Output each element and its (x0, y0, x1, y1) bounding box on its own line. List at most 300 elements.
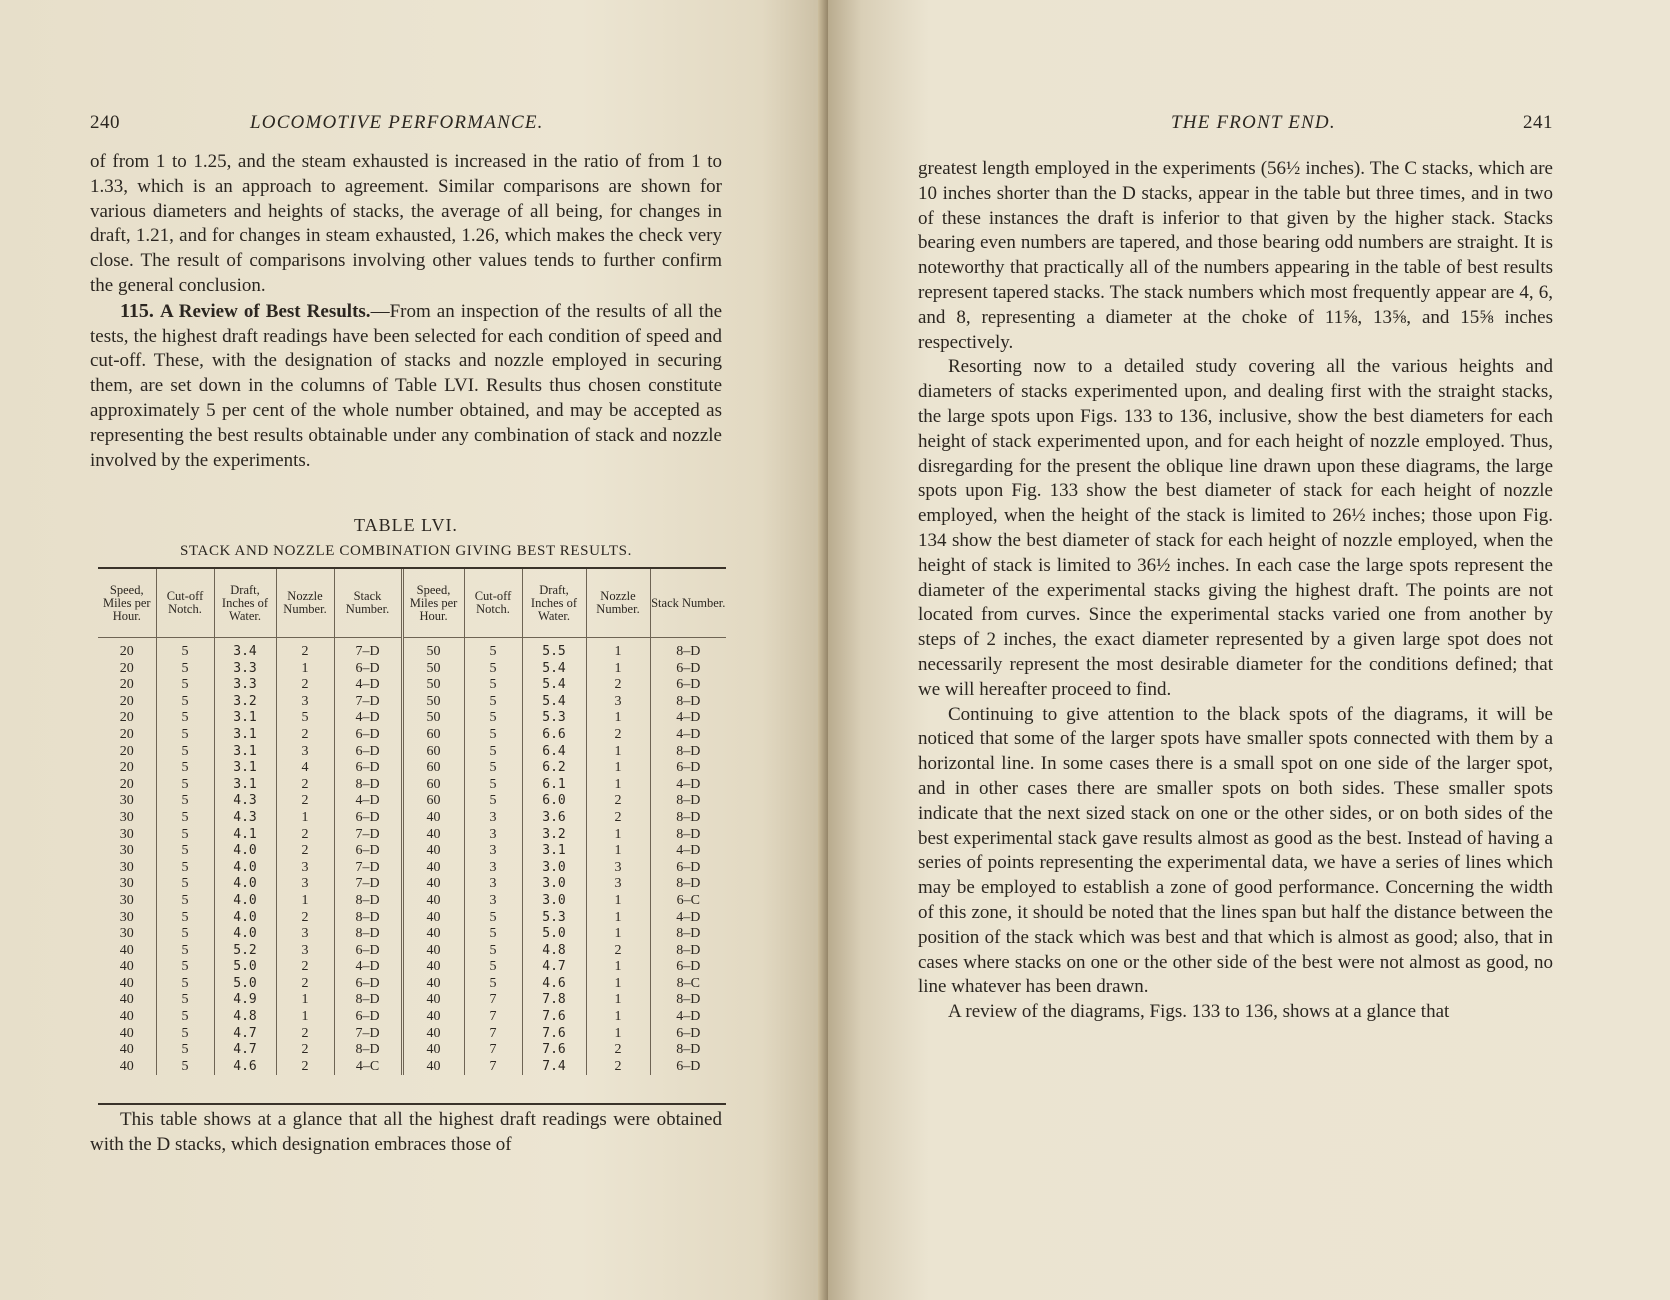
table-cell: 3.1 (214, 777, 276, 794)
table-cell: 3 (276, 943, 334, 960)
table-cell: 40 (402, 876, 464, 893)
table-header-cell: Speed, Miles per Hour. (98, 569, 156, 638)
right-body (918, 157, 1553, 1025)
table-cell: 6–D (676, 677, 701, 693)
table-cell: 40 (98, 992, 156, 1009)
table-cell: 3.1 (214, 744, 276, 761)
table-row (98, 661, 726, 678)
table-cell: 5.4 (522, 677, 586, 694)
table-cell: 2 (586, 1042, 650, 1059)
table-row (98, 744, 726, 761)
table-cell: 5 (156, 810, 214, 827)
table-cell: 7 (464, 1026, 522, 1043)
table-cell: 5.4 (522, 661, 586, 678)
table-cell: 2 (586, 727, 650, 744)
table-cell: 7.4 (522, 1059, 586, 1076)
table-cell: 2 (586, 810, 650, 827)
table-cell: 1 (586, 992, 650, 1009)
table-row (98, 976, 726, 993)
table-cell: 20 (98, 638, 156, 661)
table-cell: 50 (402, 661, 464, 678)
table-cell: 5 (464, 677, 522, 694)
table-cell: 5 (156, 793, 214, 810)
table-cell: 8–D (334, 926, 402, 943)
table-cell: 5 (156, 1009, 214, 1026)
table-cell: 6–D (676, 1058, 701, 1074)
table-cell: 7–D (334, 827, 402, 844)
table-cell: 30 (98, 860, 156, 877)
table-cell: 3 (464, 810, 522, 827)
table-cell: 1 (276, 810, 334, 827)
table-cell: 5 (156, 777, 214, 794)
table-row (98, 710, 726, 727)
table-cell: 30 (98, 827, 156, 844)
table-cell: 4.8 (214, 1009, 276, 1026)
table-cell: 3 (276, 860, 334, 877)
table-cell: 1 (276, 1009, 334, 1026)
table-cell: 6–D (334, 744, 402, 761)
right-paragraph-3: Continuing to give attention to the black spots of the diagrams, it will be noticed that some of the larger spots have smaller spots connected with them by a horizontal line. In some cases there is a small spot on one side of the larger spot, and in other cases there are smaller spots on both sides. These smaller spots indicate that the next sized stack on one or the other sides, or on both sides of the best experimental stack gave results almost as good as the best. Instead of having a series of points representing the experimental data, we have a series of lines which may be employed to establish a zone of good performance. Concerning the width of this zone, it should be noted that the lines span but half the distance between the position of the stack which was best and that which is almost as good; also, that in cases where stacks on one or the other side of the best were not almost as good, no line whatever has been drawn. (918, 703, 1553, 998)
table-cell: 30 (98, 810, 156, 827)
table-cell: 6.1 (522, 777, 586, 794)
table-cell: 8–D (334, 1042, 402, 1059)
table-cell: 4.0 (214, 926, 276, 943)
table-cell: 20 (98, 777, 156, 794)
table-cell: 6.0 (522, 793, 586, 810)
table-cell: 5 (156, 943, 214, 960)
table-cell: 60 (402, 744, 464, 761)
table-cell: 5.3 (522, 710, 586, 727)
table-header-cell: Cut-off Notch. (156, 569, 214, 638)
table-cell: 6–D (676, 859, 701, 875)
table-cell: 5 (464, 727, 522, 744)
table-cell: 2 (276, 638, 334, 661)
table-cell: 7.6 (522, 1009, 586, 1026)
table-cell: 6–D (334, 943, 402, 960)
table-cell: 5 (464, 910, 522, 927)
right-paragraph-2: Resorting now to a detailed study covering all the various heights and diameters of stacks experimented upon, and dealing first with the straight stacks, the large spots upon Figs. 133 to 136, inclusive, show the best diameters for each height of stack experimented upon, and for each height of nozzle employed. Thus, disregarding for the present the oblique line drawn upon these diagrams, the large spots upon Fig. 133 show the best diameter of stack for each height of nozzle employed, when the height of the stack is limited to 26½ inches; those upon Fig. 134 show the best diameter of stack for each height of nozzle employed, when the height of stack is limited to 36½ inches. In each case the large spots represent the diameter of the experimental stacks giving the highest draft. The points are not located from curves. Since the experimental stacks varied one from another by steps of 2 inches, the exact diameter represented by a given large spot does not necessarily represent the most desirable diameter for the conditions defined; that we will hereafter proceed to find. (918, 356, 1553, 700)
table-cell: 8–D (676, 1042, 701, 1058)
table-cell: 5 (156, 976, 214, 993)
table-cell: 40 (98, 1009, 156, 1026)
table-cell: 1 (586, 910, 650, 927)
table-cell: 4.7 (522, 959, 586, 976)
table-cell: 6.2 (522, 760, 586, 777)
table-cell: 40 (402, 926, 464, 943)
table-cell: 4–D (676, 776, 701, 792)
table-body (98, 638, 726, 1076)
table-cell: 1 (586, 976, 650, 993)
table-cell: 5 (464, 744, 522, 761)
table-cell: 2 (276, 1026, 334, 1043)
table-cell: 2 (276, 976, 334, 993)
table-cell: 2 (276, 843, 334, 860)
table-cell: 5.0 (214, 976, 276, 993)
table-cell: 5.3 (522, 910, 586, 927)
table-cell: 1 (586, 827, 650, 844)
table-cell: 8–D (676, 926, 701, 942)
table-cell: 5 (464, 777, 522, 794)
table-cell: 20 (98, 744, 156, 761)
best-results-table-wrap (98, 567, 726, 1075)
table-cell: 4.8 (522, 943, 586, 960)
table-cell: 60 (402, 793, 464, 810)
table-cell: 60 (402, 727, 464, 744)
table-cell: 5 (156, 1042, 214, 1059)
table-cell: 7–D (334, 1026, 402, 1043)
table-cell: 5 (156, 959, 214, 976)
table-cell: 4.0 (214, 876, 276, 893)
table-cell: 4.3 (214, 793, 276, 810)
table-cell: 6–D (334, 661, 402, 678)
table-cell: 3 (276, 926, 334, 943)
table-cell: 4.0 (214, 893, 276, 910)
table-cell: 40 (402, 1009, 464, 1026)
table-cell: 30 (98, 793, 156, 810)
table-cell: 2 (276, 959, 334, 976)
table-cell: 40 (402, 943, 464, 960)
table-cell: 4.6 (522, 976, 586, 993)
table-cell: 2 (276, 677, 334, 694)
table-header-cell: Nozzle Number. (276, 569, 334, 638)
table-cell: 5 (464, 926, 522, 943)
table-cell: 3 (464, 893, 522, 910)
left-body-top (90, 150, 722, 473)
table-cell: 20 (98, 710, 156, 727)
table-cell: 2 (586, 943, 650, 960)
table-cell: 4–D (334, 793, 402, 810)
table-cell: 5 (156, 876, 214, 893)
table-cell: 60 (402, 760, 464, 777)
table-cell: 7.8 (522, 992, 586, 1009)
section-number: 115. (120, 299, 154, 322)
table-cell: 2 (276, 1042, 334, 1059)
table-cell: 6–D (676, 1025, 701, 1041)
table-cell: 7.6 (522, 1042, 586, 1059)
table-cell: 4–D (334, 959, 402, 976)
table-cell: 4.3 (214, 810, 276, 827)
right-page (828, 0, 1670, 1300)
table-cell: 5.2 (214, 943, 276, 960)
table-cell: 20 (98, 727, 156, 744)
table-cell: 2 (276, 910, 334, 927)
table-cell: 8–D (334, 777, 402, 794)
table-cell: 3 (464, 827, 522, 844)
table-cell: 40 (402, 827, 464, 844)
table-row (98, 893, 726, 910)
table-cell: 4–D (334, 677, 402, 694)
table-cell: 40 (402, 1059, 464, 1076)
left-paragraph-2 (90, 299, 722, 474)
table-cell: 30 (98, 876, 156, 893)
table-header-cell: Speed, Miles per Hour. (402, 569, 464, 638)
table-cell: 4.7 (214, 1042, 276, 1059)
table-cell: 5 (156, 893, 214, 910)
table-cell: 6.4 (522, 744, 586, 761)
best-results-table (98, 569, 726, 1075)
table-cell: 40 (98, 943, 156, 960)
table-cell: 5 (156, 677, 214, 694)
table-row (98, 793, 726, 810)
table-cell: 6–D (334, 1009, 402, 1026)
table-cell: 1 (586, 893, 650, 910)
table-cell: 8–D (334, 910, 402, 927)
table-cell: 4–C (334, 1059, 402, 1076)
table-cell: 6–D (676, 660, 701, 676)
table-cell: 3 (276, 744, 334, 761)
table-row (98, 1009, 726, 1026)
table-cell: 1 (276, 893, 334, 910)
table-row (98, 638, 726, 661)
table-caption: TABLE LVI. (354, 515, 458, 535)
table-cell: 30 (98, 926, 156, 943)
table-cell: 5 (156, 843, 214, 860)
table-header-cell: Draft, Inches of Water. (214, 569, 276, 638)
table-cell: 7–D (334, 876, 402, 893)
table-cell: 5 (156, 910, 214, 927)
table-cell: 8–D (676, 992, 701, 1008)
table-cell: 20 (98, 694, 156, 711)
table-cell: 40 (402, 1026, 464, 1043)
table-cell: 8–C (676, 975, 700, 991)
section-title: A Review of Best Results. (159, 300, 371, 322)
table-row (98, 694, 726, 711)
table-cell: 50 (402, 694, 464, 711)
table-cell: 3 (464, 843, 522, 860)
table-cell: 8–D (334, 893, 402, 910)
table-cell: 3 (586, 694, 650, 711)
table-cell: 4.0 (214, 860, 276, 877)
table-cell: 4.0 (214, 910, 276, 927)
table-cell: 1 (586, 638, 650, 661)
table-header-row (98, 569, 726, 638)
table-cell: 5 (464, 943, 522, 960)
table-row (98, 1026, 726, 1043)
table-cell: 4.9 (214, 992, 276, 1009)
table-row (98, 677, 726, 694)
table-row (98, 1042, 726, 1059)
table-row (98, 992, 726, 1009)
table-cell: 4.1 (214, 827, 276, 844)
right-page-number: 241 (1523, 112, 1553, 133)
table-cell: 5 (156, 860, 214, 877)
table-cell: 5 (156, 1059, 214, 1076)
table-cell: 4 (276, 760, 334, 777)
table-cell: 3.0 (522, 893, 586, 910)
table-header-cell: Stack Number. (334, 569, 402, 638)
table-cell: 50 (402, 710, 464, 727)
table-cell: 5.5 (522, 638, 586, 661)
left-paragraph-1: of from 1 to 1.25, and the steam exhausted is increased in the ratio of from 1 to 1.33, which is an approach to agreement. Similar comparisons are shown for various diameters and heights of stacks, the average of all being, for changes in draft, 1.21, and for changes in steam exhausted, 1.26, which makes the check very close. The result of comparisons involving other values tends to further confirm the general conclusion. (90, 151, 722, 296)
left-page-number: 240 (90, 112, 120, 133)
table-cell: 8–D (676, 876, 701, 892)
table-cell: 2 (586, 677, 650, 694)
table-cell: 40 (402, 843, 464, 860)
table-cell: 6–D (334, 727, 402, 744)
table-cell: 5 (156, 710, 214, 727)
table-cell: 5.4 (522, 694, 586, 711)
table-cell: 3.0 (522, 876, 586, 893)
table-cell: 3.6 (522, 810, 586, 827)
table-cell: 50 (402, 638, 464, 661)
table-cell: 8–D (676, 743, 701, 759)
table-cell: 4–D (676, 843, 701, 859)
table-cell: 2 (276, 727, 334, 744)
table-cell: 40 (98, 1026, 156, 1043)
table-row (98, 777, 726, 794)
table-cell: 40 (402, 1042, 464, 1059)
table-cell: 3.2 (214, 694, 276, 711)
table-cell: 1 (586, 777, 650, 794)
table-cell: 40 (402, 992, 464, 1009)
table-row (98, 727, 726, 744)
table-cell: 8–D (676, 793, 701, 809)
table-cell: 5 (156, 926, 214, 943)
table-cell: 40 (98, 1042, 156, 1059)
table-cell: 1 (276, 661, 334, 678)
table-cell: 7–D (334, 860, 402, 877)
table-cell: 40 (402, 810, 464, 827)
table-row (98, 910, 726, 927)
table-cell: 8–D (676, 693, 701, 709)
table-cell: 6–D (676, 959, 701, 975)
table-cell: 3.3 (214, 677, 276, 694)
table-cell: 2 (276, 793, 334, 810)
table-cell: 20 (98, 677, 156, 694)
left-page (0, 0, 828, 1300)
table-cell: 8–D (334, 992, 402, 1009)
table-cell: 3.1 (214, 727, 276, 744)
table-cell: 6–D (334, 976, 402, 993)
table-cell: 7 (464, 992, 522, 1009)
table-cell: 5 (156, 827, 214, 844)
right-running-head: THE FRONT END. (1171, 112, 1336, 133)
table-cell: 8–D (676, 826, 701, 842)
table-cell: 5 (464, 694, 522, 711)
table-cell: 5 (156, 694, 214, 711)
table-cell: 5 (156, 727, 214, 744)
table-cell: 4–D (676, 1009, 701, 1025)
table-cell: 40 (98, 1059, 156, 1076)
table-bottom-rule (98, 1103, 726, 1105)
right-paragraph-4: A review of the diagrams, Figs. 133 to 136, shows at a glance that (948, 1001, 1450, 1023)
table-cell: 6–D (676, 760, 701, 776)
table-cell: 3.0 (522, 860, 586, 877)
table-row (98, 876, 726, 893)
table-row (98, 1059, 726, 1076)
table-cell: 1 (276, 992, 334, 1009)
table-header-cell: Draft, Inches of Water. (522, 569, 586, 638)
table-cell: 5 (276, 710, 334, 727)
table-cell: 2 (276, 1059, 334, 1076)
section-body: —From an inspection of the results of all the tests, the highest draft readings have been selected for each condition of speed and cut-off. These, with the designation of stacks and nozzle employed in securing them, are set down in the columns of Table LVI. Results thus chosen constitute approximately 5 per cent of the whole number obtained, and may be accepted as representing the best results obtainable under any combination of stack and nozzle involved by the experiments. (90, 300, 723, 471)
table-header-cell: Nozzle Number. (586, 569, 650, 638)
table-row (98, 860, 726, 877)
table-cell: 1 (586, 1009, 650, 1026)
table-cell: 30 (98, 893, 156, 910)
table-cell: 1 (586, 959, 650, 976)
left-paragraph-3: This table shows at a glance that all the highest draft readings were obtained with the D stacks, which designation embraces those of (90, 1109, 722, 1155)
table-cell: 6–C (676, 892, 700, 908)
table-cell: 3.4 (214, 638, 276, 661)
table-cell: 3 (586, 860, 650, 877)
table-cell: 4–D (676, 726, 701, 742)
table-cell: 6–D (334, 810, 402, 827)
table-cell: 50 (402, 677, 464, 694)
table-cell: 1 (586, 1026, 650, 1043)
table-cell: 3 (464, 876, 522, 893)
table-cell: 40 (402, 910, 464, 927)
table-cell: 7 (464, 1059, 522, 1076)
table-cell: 3.3 (214, 661, 276, 678)
table-cell: 20 (98, 661, 156, 678)
table-cell: 3 (276, 694, 334, 711)
table-cell: 4.7 (214, 1026, 276, 1043)
table-row (98, 843, 726, 860)
table-cell: 3.1 (522, 843, 586, 860)
table-cell: 3 (464, 860, 522, 877)
table-cell: 8–D (676, 809, 701, 825)
table-cell: 1 (586, 661, 650, 678)
table-cell: 4.6 (214, 1059, 276, 1076)
left-running-head: LOCOMOTIVE PERFORMANCE. (250, 112, 544, 133)
table-cell: 5 (464, 710, 522, 727)
table-cell: 60 (402, 777, 464, 794)
table-cell: 5.0 (522, 926, 586, 943)
table-cell: 4–D (676, 710, 701, 726)
table-cell: 3 (276, 876, 334, 893)
table-cell: 6.6 (522, 727, 586, 744)
table-cell: 7.6 (522, 1026, 586, 1043)
table-cell: 5 (464, 638, 522, 661)
table-cell: 5 (464, 661, 522, 678)
left-page-header (90, 112, 722, 138)
table-cell: 2 (586, 1059, 650, 1076)
table-cell: 3.2 (522, 827, 586, 844)
table-cell: 40 (98, 976, 156, 993)
table-cell: 3.1 (214, 710, 276, 727)
table-header-cell: Stack Number. (650, 569, 726, 638)
table-cell: 2 (586, 793, 650, 810)
table-cell: 6–D (334, 843, 402, 860)
table-cell: 40 (402, 893, 464, 910)
table-cell: 6–D (334, 760, 402, 777)
table-cell: 1 (586, 760, 650, 777)
table-cell: 40 (402, 860, 464, 877)
table-cell: 1 (586, 710, 650, 727)
table-cell: 7 (464, 1009, 522, 1026)
table-cell: 5.0 (214, 959, 276, 976)
table-cell: 1 (586, 744, 650, 761)
table-cell: 5 (464, 793, 522, 810)
table-cell: 5 (156, 760, 214, 777)
table-cell: 40 (402, 976, 464, 993)
table-cell: 5 (156, 638, 214, 661)
right-page-header (918, 112, 1553, 138)
table-row (98, 810, 726, 827)
table-row (98, 926, 726, 943)
table-cell: 8–D (676, 942, 701, 958)
table-cell: 5 (156, 1026, 214, 1043)
table-cell: 5 (156, 744, 214, 761)
table-cell: 30 (98, 843, 156, 860)
table-cell: 40 (98, 959, 156, 976)
table-row (98, 959, 726, 976)
table-cell: 1 (586, 843, 650, 860)
table-cell: 5 (464, 959, 522, 976)
table-cell: 7–D (334, 638, 402, 661)
table-cell: 4.0 (214, 843, 276, 860)
